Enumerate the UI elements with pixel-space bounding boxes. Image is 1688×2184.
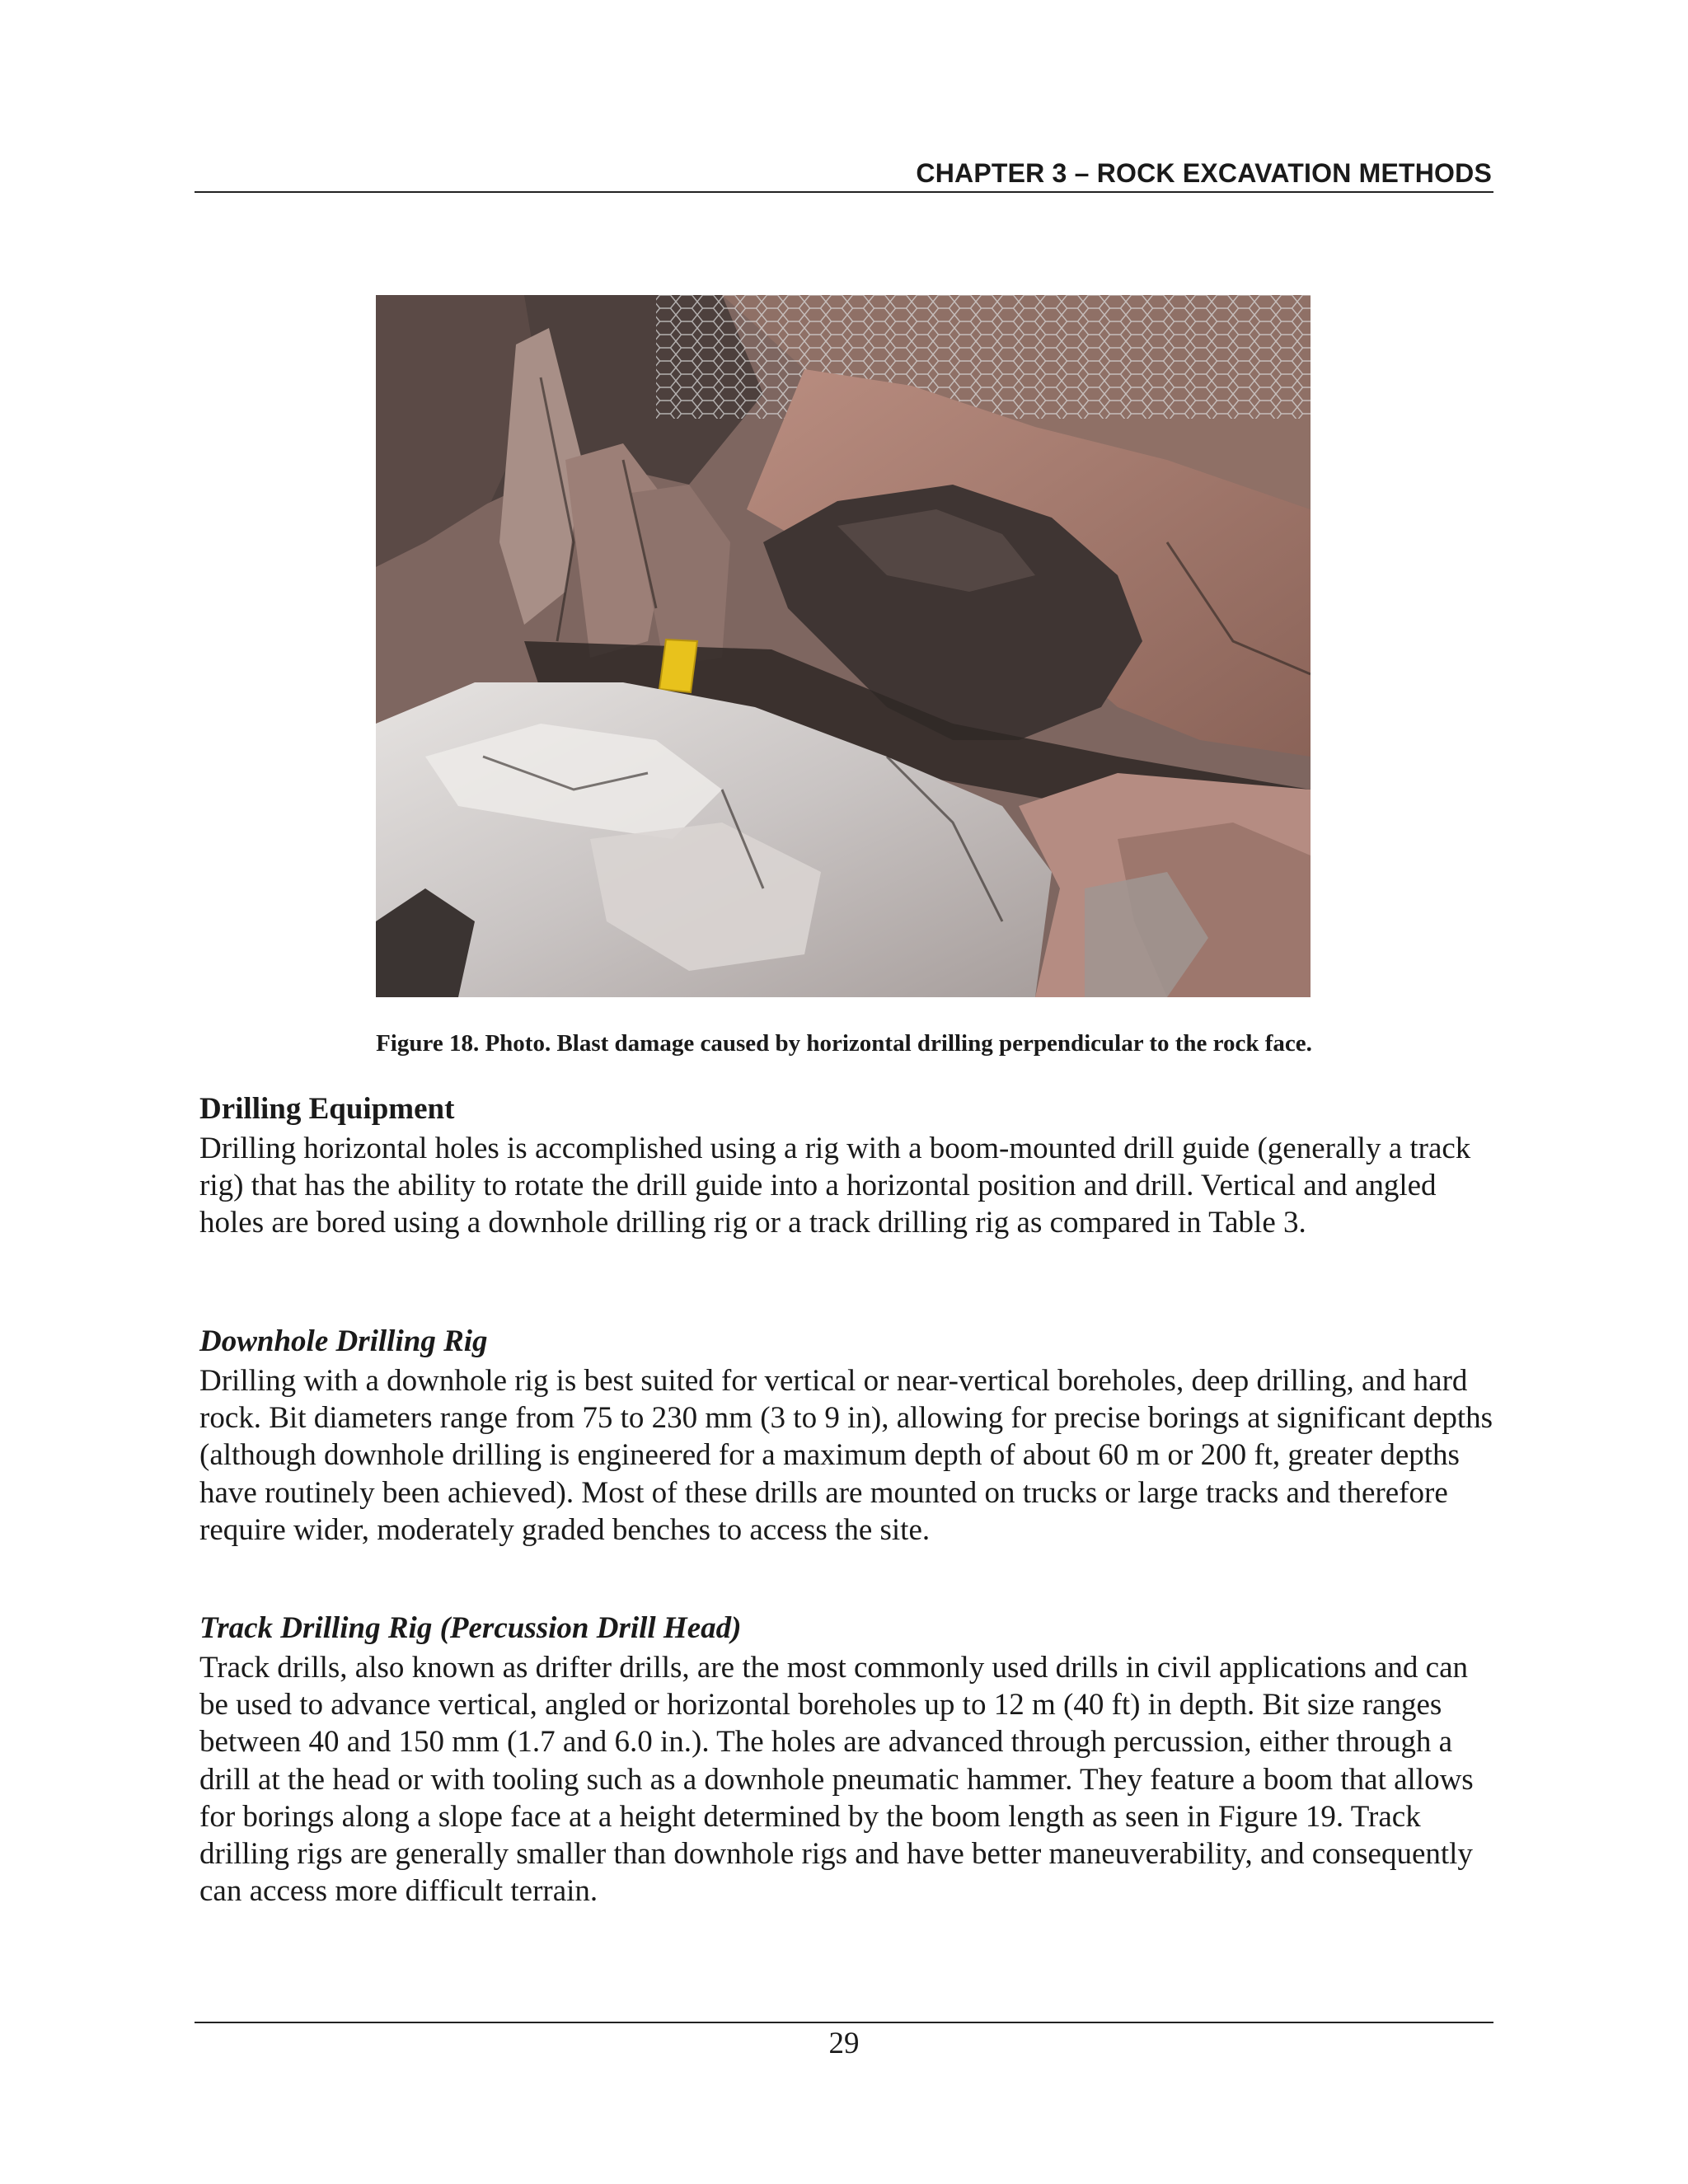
wire-mesh — [656, 295, 1311, 419]
paragraph-drilling-equipment: Drilling horizontal holes is accomplished using a rig with a boom-mounted drill guide (generally a track rig) that has the ability to rotate the drill guide into a horizontal position and drill. Vertical and angled holes are bored using a downhole drilling rig or a track drilling rig as compared in Table 3. — [199, 1132, 1471, 1240]
paragraph-downhole-rig: Drilling with a downhole rig is best suited for vertical or near-vertical boreholes, deep drilling, and hard rock. Bit diameters range from 75 to 230 mm (3 to 9 in), allowing for precise borings at significant depths (although downhole drilling is engineered for a maximum depth of about 60 m or 200 ft, greater depths have routinely been achieved). Most of these drills are mounted on trucks or large tracks and therefore require wider, moderately graded benches to access the site. — [199, 1364, 1493, 1547]
footer-rule — [195, 2022, 1493, 2023]
running-header: CHAPTER 3 – ROCK EXCAVATION METHODS — [916, 158, 1492, 188]
subsection-heading-downhole-rig: Downhole Drilling Rig — [199, 1324, 488, 1358]
paragraph-track-rig: Track drills, also known as drifter drills, are the most commonly used drills in civil applications and can be used to advance vertical, angled or horizontal boreholes up to 12 m (40 ft) in depth. Bit size ranges between 40 and 150 mm (1.7 and 6.0 in.). The holes are advanced through percussion, either through a drill at the head or with tooling such as a downhole pneumatic hammer. They feature a boom that allows for borings along a slope face at a height determined by the boom length as seen in Figure 19. Track drilling rigs are generally smaller than downhole rigs and have better maneuverability, and consequently can access more difficult terrain. — [199, 1651, 1474, 1909]
subsection-heading-track-rig: Track Drilling Rig (Percussion Drill Head) — [199, 1611, 742, 1645]
yellow-scale-card — [659, 640, 697, 692]
header-rule — [195, 191, 1493, 193]
page-number: 29 — [828, 2027, 860, 2060]
figure-caption: Figure 18. Photo. Blast damage caused by horizontal drilling perpendicular to the rock face. — [376, 1030, 1312, 1057]
rock-face-illustration — [376, 295, 1311, 997]
section-heading-drilling-equipment: Drilling Equipment — [199, 1092, 455, 1126]
figure-photo — [376, 295, 1311, 997]
